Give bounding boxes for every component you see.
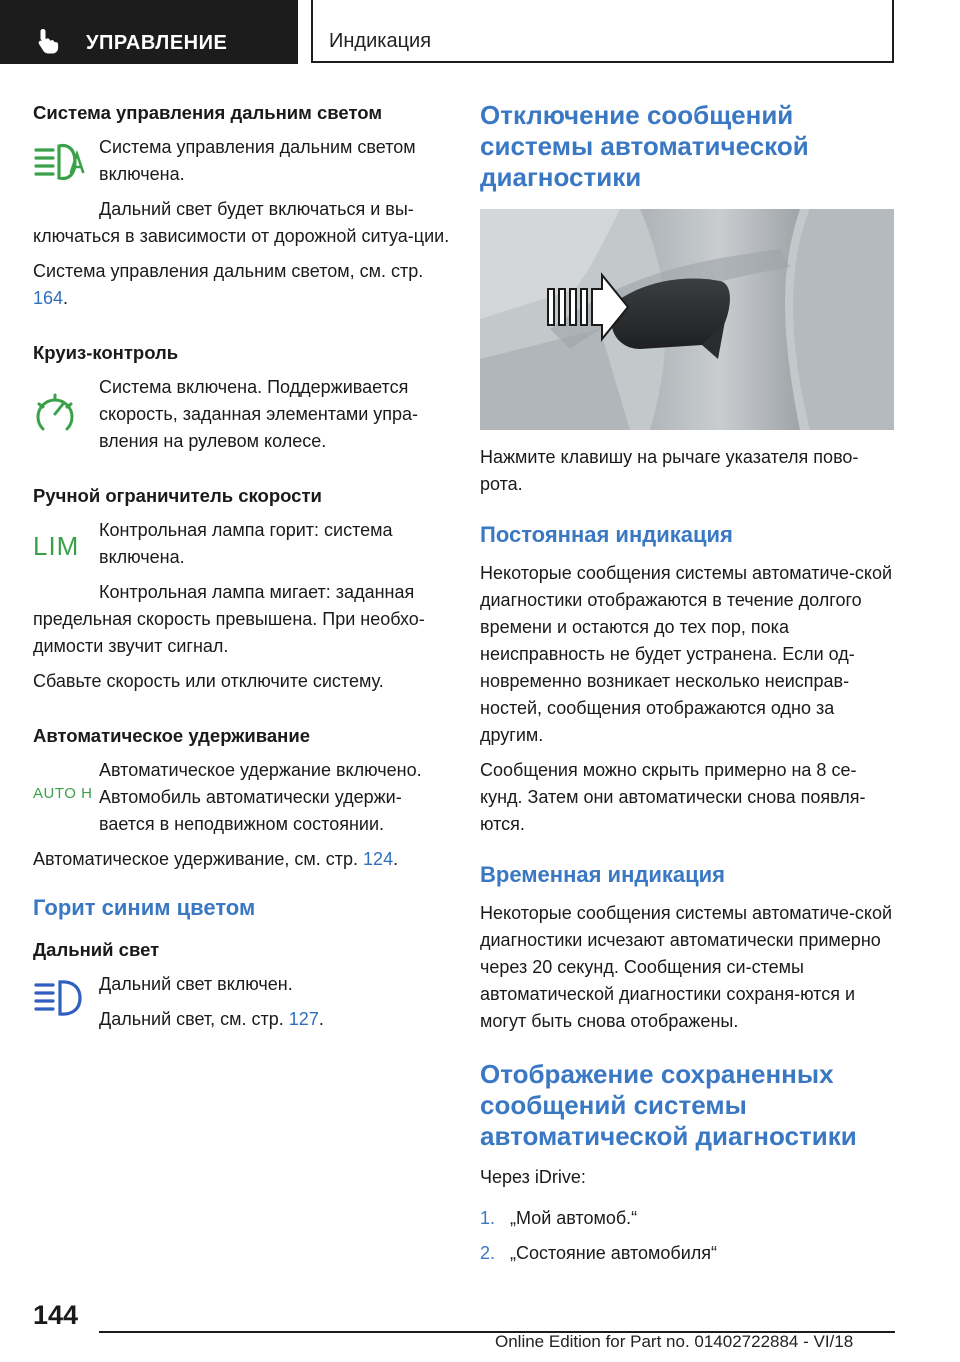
list-item [480, 1240, 894, 1267]
temporary-display-text: Некоторые сообщения системы автоматиче-ской диагностики исчезают автоматически примерно через 20 секунд. Сообщения си-стемы автоматической диагностики сохраня-ются и могут быть снова отображены. [480, 903, 893, 1031]
speed-limiter-advice: Сбавьте скорость или отключите систему. [33, 671, 384, 691]
cruise-control-section [33, 340, 451, 455]
turn-signal-lever-photo [480, 209, 894, 430]
temporary-display-heading: Временная индикация [480, 862, 725, 887]
cruise-control-description: Система включена. Поддерживается скорость, заданная элементами упра-вления на рулевом колесе. [99, 377, 419, 451]
speed-limiter-flashing-text: Контрольная лампа мигает: заданная предельная скорость превышена. При необхо-димости звучит сигнал. [33, 582, 425, 656]
steering-column-illustration [480, 209, 894, 430]
high-beam-on-text: Дальний свет включен. [99, 974, 293, 994]
auto-hold-heading: Автоматическое удерживание [33, 725, 311, 746]
step-text: „Мой автомоб.“ [510, 1208, 638, 1228]
section-tab [0, 0, 298, 64]
high-beam-assist-heading: Система управления дальним светом [33, 102, 383, 123]
permanent-display-heading: Постоянная индикация [480, 522, 733, 547]
permanent-display-text: Некоторые сообщения системы автоматиче-ской диагностики отображаются в течение долгого времени и остаются до тех пор, пока неисправность не будет устранена. Если од-новременно возникает несколько неисправ-ностей, сообщения отображаются одно за другим. [480, 563, 893, 745]
auto-hold-description: Автоматическое удержание включено. Автомобиль автоматически удержи-вается в неподвижном состоянии. [99, 760, 422, 834]
page-link-127[interactable]: 127 [288, 1009, 319, 1029]
idrive-intro: Через iDrive: [480, 1167, 586, 1187]
page-link-164[interactable]: 164 [33, 288, 64, 308]
left-column [33, 100, 451, 1041]
auto-hold-icon: AUTO H [33, 785, 93, 802]
speed-limiter-heading: Ручной ограничитель скорости [33, 485, 322, 506]
list-item [480, 1205, 894, 1232]
disable-diagnostics-heading: Отключение сообщений системы автоматической диагностики [480, 100, 809, 192]
high-beam-assist-section [33, 100, 451, 312]
right-column [480, 100, 894, 1275]
auto-hold-section [33, 723, 451, 873]
speed-limiter-lit-text: Контрольная лампа горит: система включена. [99, 520, 393, 567]
high-beam-reference: Дальний свет, см. стр. 127. [99, 1009, 324, 1029]
photo-caption: Нажмите клавишу на рычаге указателя пово-рота. [480, 447, 859, 494]
step-number: 1. [480, 1208, 496, 1228]
cruise-control-heading: Круиз-контроль [33, 342, 179, 363]
blue-lights-section [33, 893, 451, 1033]
hide-messages-text: Сообщения можно скрыть примерно на 8 се-кунд. Затем они автоматически снова появля-ются. [480, 760, 866, 834]
lim-icon: LIM [33, 531, 80, 561]
high-beam-icon [33, 979, 83, 1019]
speed-limiter-section [33, 483, 451, 695]
step-number: 2. [480, 1243, 496, 1263]
high-beam-assist-reference: Система управления дальним светом, см. стр. 164. [33, 261, 424, 308]
section-title: УПРАВЛЕНИЕ [86, 32, 228, 54]
blue-lights-heading: Горит синим цветом [33, 895, 256, 920]
auto-hold-reference: Автоматическое удерживание, см. стр. 124. [33, 849, 399, 869]
step-text: „Состояние автомобиля“ [510, 1243, 718, 1263]
edition-footer: Online Edition for Part no. 01402722884 - VI/18 [495, 1332, 854, 1351]
stored-messages-heading: Отображение сохраненных сообщений системы автоматической диагностики [480, 1059, 857, 1151]
steps-list [480, 1205, 894, 1267]
pointing-hand-icon [34, 26, 64, 56]
high-beam-assist-icon [33, 140, 87, 186]
page-number: 144 [33, 1300, 79, 1330]
high-beam-assist-on-text: Система управления дальним светом включена. [99, 137, 416, 184]
high-beam-assist-description: Дальний свет будет включаться и вы-ключаться в зависимости от дорожной ситуа-ции. [33, 199, 450, 246]
cruise-control-icon [33, 392, 77, 436]
page-link-124[interactable]: 124 [363, 849, 394, 869]
high-beam-heading: Дальний свет [33, 939, 160, 960]
chapter-tab [311, 0, 894, 63]
chapter-title: Индикация [329, 30, 432, 52]
